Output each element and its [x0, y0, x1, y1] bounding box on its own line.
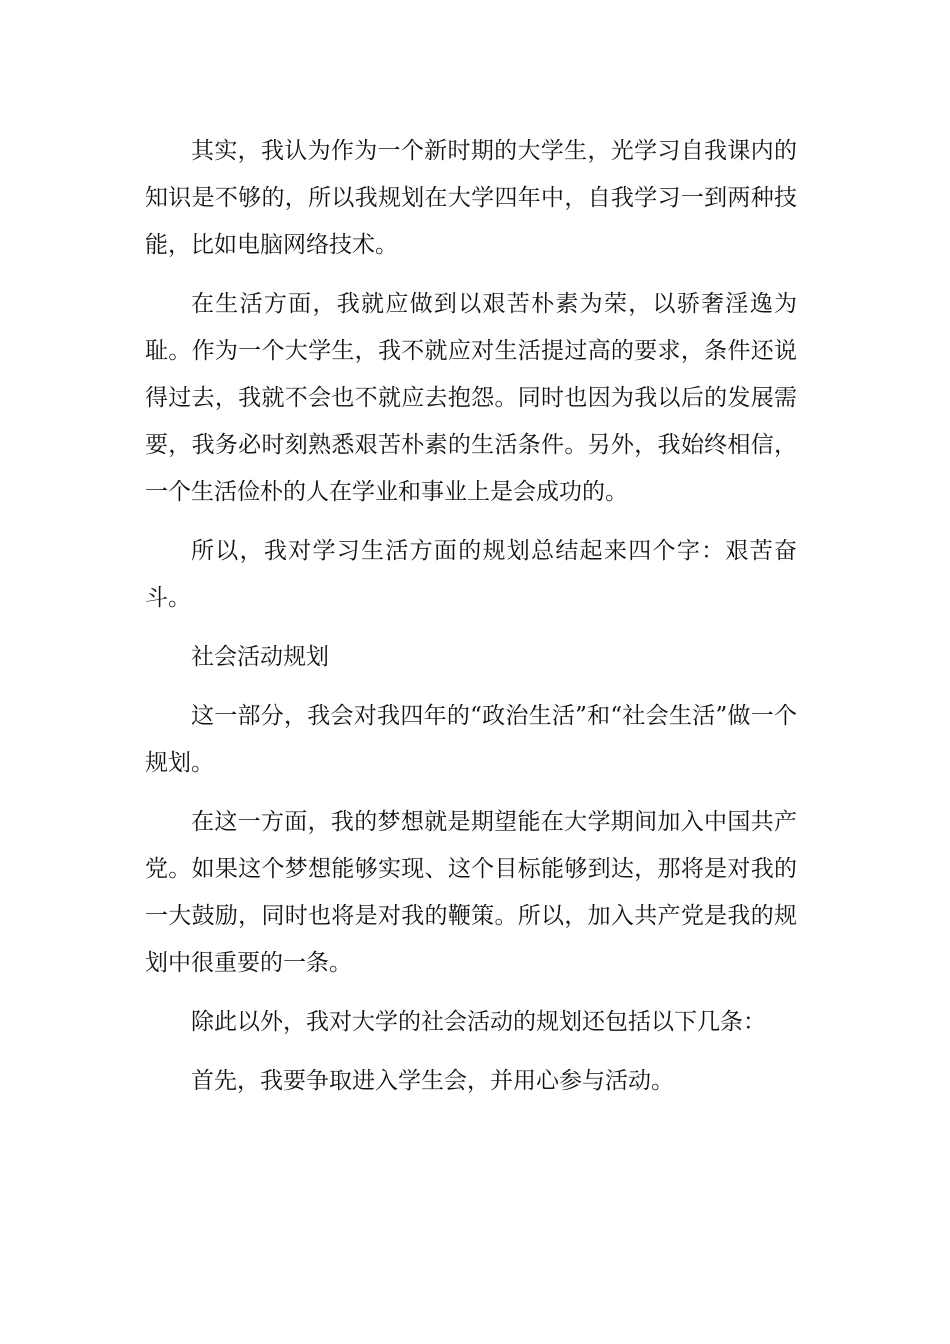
paragraph-first-item: 首先，我要争取进入学生会，并用心参与活动。 — [191, 1068, 674, 1094]
section-heading: 社会活动规划 — [191, 644, 329, 670]
paragraph-section-intro: 这一部分，我会对我四年的“政治生活”和“社会生活”做一个规划。 — [145, 703, 797, 776]
paragraph-summary: 所以，我对学习生活方面的规划总结起来四个字：艰苦奋斗。 — [145, 538, 797, 611]
paragraph-skills: 其实，我认为作为一个新时期的大学生，光学习自我课内的知识是不够的，所以我规划在大学四年中，自我学习一到两种技能，比如电脑网络技术。 — [145, 138, 797, 258]
paragraph-activities-intro: 除此以外，我对大学的社会活动的规划还包括以下几条： — [191, 1009, 766, 1035]
paragraph-party: 在这一方面，我的梦想就是期望能在大学期间加入中国共产党。如果这个梦想能够实现、这个目标能够到达，那将是对我的一大鼓励，同时也将是对我的鞭策。所以，加入共产党是我的规划中很重要的一条。 — [145, 809, 797, 976]
document-body — [145, 128, 797, 1117]
paragraph-life: 在生活方面，我就应做到以艰苦朴素为荣，以骄奢淫逸为耻。作为一个大学生，我不就应对生活提过高的要求，条件还说得过去，我就不会也不就应去抱怨。同时也因为我以后的发展需要，我务必时刻熟悉艰苦朴素的生活条件。另外，我始终相信，一个生活俭朴的人在学业和事业上是会成功的。 — [145, 291, 797, 505]
